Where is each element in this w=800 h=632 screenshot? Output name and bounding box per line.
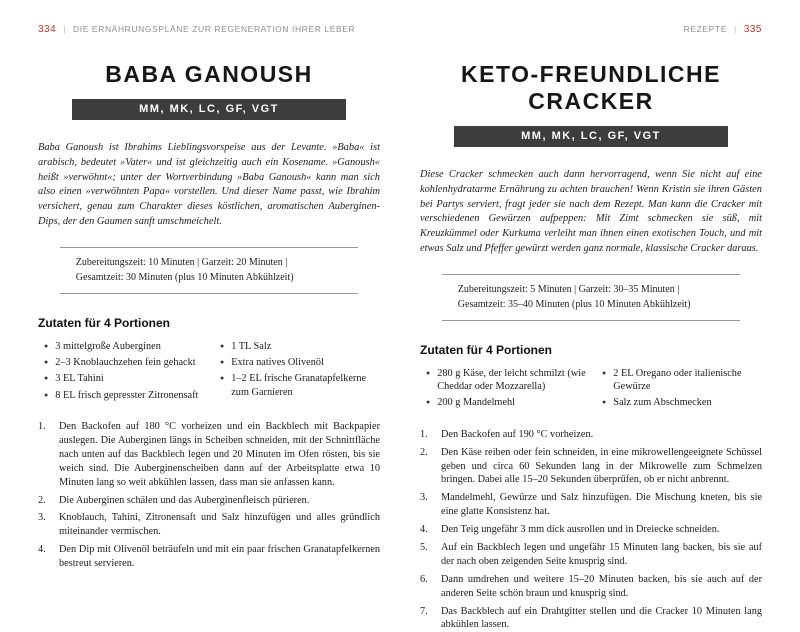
step-number: 1.: [420, 428, 428, 440]
step-text: Dann umdrehen und weitere 15–20 Minuten backen, bis sie auch auf der anderen Seite schön braun und knusprig sind.: [441, 573, 762, 599]
preparation-steps: [420, 428, 762, 632]
step-text: Den Käse reiben oder fein schneiden, in eine mikrowellengeeignete Schüssel geben und circa 60 Sekunden lang in der Mikrowelle zum Schmelzen bringen. Dabei alle 15–20 Sekunden überprüfen, ob er nicht anbrennt.: [441, 446, 762, 486]
step-number: 4.: [38, 544, 46, 556]
preparation-steps: [38, 420, 380, 571]
tag-bar: MM, MK, LC, GF, VGT: [72, 99, 346, 120]
step-number: 7.: [420, 605, 428, 617]
page-left: [38, 24, 380, 577]
intro-paragraph: Baba Ganoush ist Ibrahims Lieblingsvorspeise aus der Levante. »Baba« ist arabisch, bedeutet »Vater« und ist gleichzeitig auch ein Kosename. »Ganoush« heißt »verwöhnt«; unter der Wortverbindung »Baba Ganoush« kann man sich also einen »verwöhnten Papa« vorstellen. Und dieser Name passt, wie Ibrahim versichert, genau zum Charakter dieses köstlichen, aromatischen Auberginen-Dips, der den Gaumen sanft umschmeichelt.: [38, 142, 380, 227]
ingredient-item: [220, 356, 380, 369]
bullet-icon: [220, 343, 224, 353]
ingredient-item: [426, 396, 586, 409]
step-number: 2.: [420, 446, 428, 458]
step-item: [420, 491, 762, 519]
time-line-2: Gesamtzeit: 35–40 Minuten (plus 10 Minuten Abkühlzeit): [457, 299, 691, 311]
step-number: 4.: [420, 524, 428, 536]
recipe-title: BABA GANOUSH: [105, 61, 313, 87]
step-number: 1.: [38, 421, 46, 433]
step-text: Den Backofen auf 190 °C vorheizen.: [441, 428, 594, 440]
bullet-icon: [426, 370, 430, 394]
step-item: [420, 573, 762, 601]
step-item: [38, 420, 380, 489]
step-text: Den Dip mit Olivenöl beträufeln und mit ein paar frischen Granatapfelkernen bestreut servieren.: [59, 544, 380, 570]
step-text: Den Backofen auf 180 °C vorheizen und ein Backblech mit Backpapier auslegen. Die Auberginen längs in Scheiben schneiden, mit der Schnittfläche nach unten auf das Backblech legen und 20 Minuten im Ofen rösten, bis sie weich sind. Die Auberginenscheiben dann auf der Arbeitsplatte etwa 10 Minuten lang so weit abkühlen lassen, dass man sie anfassen kann.: [59, 421, 380, 488]
step-item: [420, 541, 762, 569]
step-text: Den Teig ungefähr 3 mm dick ausrollen und in Dreiecke schneiden.: [441, 524, 720, 536]
intro-paragraph: Diese Cracker schmecken auch dann hervorragend, wenn Sie nicht auf eine kohlenhydratarme Ernährung zu achten brauchen! Wenn Kristin sie ihren Gästen bei Partys serviert, fragt jeder sie nach dem Rezept. Man kann die Cracker mit verschiedenen Gewürzen aufpeppen: Mit Zimt schmecken sie süß, mit Kreuzkümmel oder Kurkuma verleiht man ihnen einen exotischen Touch, und mit etwas Salz und Pfeffer gewürzt werden ganz normale, klassische Cracker daraus.: [420, 169, 762, 254]
time-box: [60, 247, 358, 294]
ingredients-columns: [420, 367, 762, 413]
step-item: [420, 605, 762, 632]
ingredient-item: [44, 372, 204, 385]
recipe-title: KETO-FREUNDLICHE CRACKER: [461, 61, 721, 114]
step-number: 3.: [38, 512, 46, 524]
ingredient-text: Extra natives Olivenöl: [231, 356, 324, 368]
step-text: Mandelmehl, Gewürze und Salz hinzufügen. Die Mischung kneten, bis sie eine glatte Konsistenz hat.: [441, 492, 762, 518]
ingredient-item: [44, 389, 204, 402]
running-header-title: DIE ERNÄHRUNGSPLÄNE ZUR REGENERATION IHRER LEBER: [73, 24, 356, 34]
running-header-left: [38, 24, 380, 35]
step-item: [38, 543, 380, 571]
ingredient-text: 2 EL Oregano oder italienische Gewürze: [613, 367, 742, 392]
ingredient-item: [220, 372, 380, 399]
step-text: Die Auberginen schälen und das Auberginenfleisch pürieren.: [59, 494, 310, 506]
bullet-icon: [602, 399, 606, 409]
step-number: 2.: [38, 494, 46, 506]
ingredients-columns: [38, 340, 380, 406]
page-number: 334: [38, 24, 57, 35]
page-number: 335: [743, 24, 762, 35]
bullet-icon: [44, 375, 48, 385]
ingredient-text: 1 TL Salz: [231, 340, 272, 352]
header-separator: |: [63, 24, 66, 34]
ingredient-text: 3 mittelgroße Auberginen: [55, 340, 161, 352]
ingredient-text: 1–2 EL frische Granatapfelkerne zum Garnieren: [231, 373, 367, 398]
step-item: [38, 494, 380, 508]
ingredients-column-1: [426, 367, 586, 413]
ingredient-item: [220, 340, 380, 353]
step-item: [420, 446, 762, 488]
bullet-icon: [44, 359, 48, 369]
step-item: [420, 523, 762, 537]
ingredient-item: [602, 367, 762, 394]
bullet-icon: [44, 343, 48, 353]
ingredients-column-1: [44, 340, 204, 406]
step-text: Das Backblech auf ein Drahtgitter stellen und die Cracker 10 Minuten lang abkühlen lassen.: [441, 605, 762, 631]
step-item: [420, 428, 762, 442]
bullet-icon: [426, 399, 430, 409]
ingredient-item: [44, 340, 204, 353]
ingredient-text: 2–3 Knoblauchzehen fein gehackt: [55, 356, 196, 368]
step-text: Auf ein Backblech legen und ungefähr 15 Minuten lang backen, bis sie auf der nach oben zeigenden Seite knusprig sind.: [441, 541, 762, 567]
step-text: Knoblauch, Tahini, Zitronensaft und Salz hinzufügen und alles gründlich miteinander vermischen.: [59, 512, 380, 538]
ingredients-heading: Zutaten für 4 Portionen: [420, 342, 552, 357]
tag-bar: MM, MK, LC, GF, VGT: [454, 126, 728, 147]
time-box: [442, 274, 740, 321]
ingredient-text: Salz zum Abschmecken: [613, 397, 712, 409]
time-line-2: Gesamtzeit: 30 Minuten (plus 10 Minuten Abkühlzeit): [75, 272, 294, 284]
bullet-icon: [220, 375, 224, 399]
running-header-title: REZEPTE: [683, 24, 727, 34]
time-line-1: Zubereitungszeit: 10 Minuten | Garzeit: 20 Minuten |: [75, 256, 288, 268]
page-right: [420, 24, 762, 631]
ingredient-item: [602, 396, 762, 409]
header-separator: |: [734, 24, 737, 34]
ingredient-text: 200 g Mandelmehl: [437, 397, 516, 409]
step-number: 3.: [420, 492, 428, 504]
ingredient-text: 8 EL frisch gepresster Zitronensaft: [55, 389, 199, 401]
time-line-1: Zubereitungszeit: 5 Minuten | Garzeit: 30–35 Minuten |: [457, 283, 680, 295]
running-header-right: [420, 24, 762, 35]
step-number: 5.: [420, 541, 428, 553]
step-item: [38, 511, 380, 539]
ingredient-item: [426, 367, 586, 394]
ingredients-heading: Zutaten für 4 Portionen: [38, 315, 170, 330]
bullet-icon: [602, 370, 606, 394]
ingredient-item: [44, 356, 204, 369]
bullet-icon: [44, 392, 48, 402]
ingredient-text: 280 g Käse, der leicht schmilzt (wie Cheddar oder Mozzarella): [437, 367, 586, 392]
ingredients-column-2: [220, 340, 380, 406]
bullet-icon: [220, 359, 224, 369]
ingredients-column-2: [602, 367, 762, 413]
step-number: 6.: [420, 573, 428, 585]
ingredient-text: 3 EL Tahini: [55, 373, 104, 385]
